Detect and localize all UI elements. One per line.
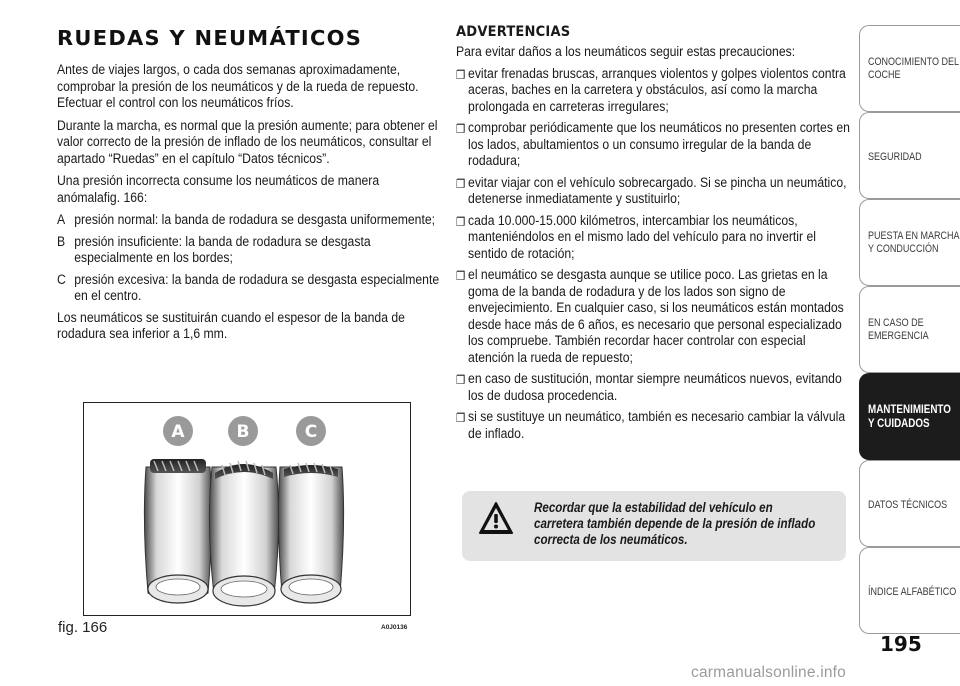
tab-label: PUESTA EN MARCHA Y CONDUCCIÓN xyxy=(868,230,960,255)
section-title: RUEDAS Y NEUMÁTICOS xyxy=(57,26,363,50)
tab-en-caso-de-emergencia[interactable] xyxy=(859,286,960,373)
figure-code: A0J0136 xyxy=(381,624,408,631)
warning-triangle-icon xyxy=(478,501,514,535)
tire-illustration xyxy=(84,403,411,616)
watermark: carmanualsonline.info xyxy=(691,664,846,681)
checkbox-bullet-icon: ❒ xyxy=(456,411,466,425)
bullet-text: cada 10.000-15.000 kilómetros, intercambiar los neumáticos, manteniéndolos en el mismo lado del vehículo para no invertir el sentido de rotación; xyxy=(468,212,816,262)
tab-label: CONOCIMIENTO DEL COCHE xyxy=(868,56,960,81)
warning-box xyxy=(462,491,846,561)
left-column xyxy=(57,26,442,349)
label-c: C xyxy=(304,422,318,442)
tire-b xyxy=(209,461,278,606)
list-letter: A xyxy=(57,212,66,228)
bullet-text: evitar viajar con el vehículo sobrecargado. Si se pincha un neumático, detenerse inmediatamente y sustituirlo; xyxy=(468,174,847,207)
checkbox-bullet-icon: ❒ xyxy=(456,214,466,229)
page-number: 195 xyxy=(880,632,922,656)
tab-seguridad[interactable] xyxy=(859,112,960,199)
bullet-item xyxy=(456,371,850,404)
tire-a xyxy=(144,459,211,603)
tab-label: EN CASO DE EMERGENCIA xyxy=(868,317,929,342)
figure-caption: fig. 166 xyxy=(58,619,108,636)
bullet-item xyxy=(456,213,850,263)
tab-label: ÍNDICE ALFABÉTICO xyxy=(868,586,957,598)
label-circle-a xyxy=(163,416,193,446)
tab-puesta-en-marcha[interactable] xyxy=(859,199,960,286)
tire-c xyxy=(278,463,343,603)
warning-text: Recordar que la estabilidad del vehículo en carretera también depende de la presión de inflado correcta de los neumáticos. xyxy=(534,500,816,547)
bullet-item xyxy=(456,267,850,366)
checkbox-bullet-icon: ❒ xyxy=(456,373,466,387)
bullet-item xyxy=(456,409,850,442)
tab-label: DATOS TÉCNICOS xyxy=(868,499,948,511)
bullet-text: comprobar periódicamente que los neumáticos no presenten cortes en los lados, abultamientos o un consumo irregular de la banda de rodadura; xyxy=(468,120,850,169)
checkbox-bullet-icon: ❒ xyxy=(456,176,466,191)
bullet-text: si se sustituye un neumático, también es necesario cambiar la válvula de inflado. xyxy=(468,409,846,442)
tab-mantenimiento-y-cuidados[interactable] xyxy=(859,373,960,460)
list-letter: C xyxy=(57,271,66,288)
label-circle-c xyxy=(296,416,326,446)
paragraph-1: Antes de viajes largos, o cada dos semanas aproximadamente, comprobar la presión de los neumáticos y de la rueda de repuesto. Efectuar el control con los neumáticos fríos. xyxy=(57,62,419,111)
paragraph-4: Los neumáticos se sustituirán cuando el espesor de la banda de rodadura sea inferior a 1,6 mm. xyxy=(57,309,405,342)
label-b: B xyxy=(236,422,250,442)
label-a: A xyxy=(171,422,185,442)
tab-label: SEGURIDAD xyxy=(868,151,922,163)
tire-wear-figure xyxy=(83,402,411,616)
list-letter: B xyxy=(57,233,66,250)
paragraph-2: Durante la marcha, es normal que la presión aumente; para obtener el valor correcto de la presión de inflado de los neumáticos, consultar el apartado “Ruedas” en el capítulo “Datos técnicos”. xyxy=(57,117,438,167)
checkbox-bullet-icon: ❒ xyxy=(456,269,466,283)
warnings-intro: Para evitar daños a los neumáticos seguir estas precauciones: xyxy=(456,44,796,60)
checkbox-bullet-icon: ❒ xyxy=(456,122,466,136)
bullet-text: el neumático se desgasta aunque se utilice poco. Las grietas en la goma de la banda de rodadura y de los lados son signo de envejecimiento. En cualquier caso, si los neumáticos están montados desde hace más de 6 años, es necesario que personal especializado los compruebe. También recordar hacer controlar con especial atención la rueda de repuesto; xyxy=(468,267,844,366)
bullet-text: evitar frenadas bruscas, arranques violentos y golpes violentos contra aceras, baches en la carretera y obstáculos, así como la marcha prolongada en carreteras irregulares; xyxy=(468,65,846,115)
bullet-item xyxy=(456,120,850,170)
label-circle-b xyxy=(228,416,258,446)
list-text: presión insuficiente: la banda de rodadura se desgasta especialmente en los bordes; xyxy=(74,233,371,266)
bullet-item xyxy=(456,66,850,116)
chapter-tabs xyxy=(859,25,960,634)
tab-conocimiento-del-coche[interactable] xyxy=(859,25,960,112)
tab-datos-tecnicos[interactable] xyxy=(859,460,960,547)
bullet-item xyxy=(456,175,850,208)
right-column xyxy=(456,24,851,447)
checkbox-bullet-icon: ❒ xyxy=(456,67,466,82)
list-item-a xyxy=(57,212,441,229)
list-item-c xyxy=(57,272,441,305)
paragraph-3: Una presión incorrecta consume los neumáticos de manera anómalafig. 166: xyxy=(57,173,380,206)
list-text: presión normal: la banda de rodadura se desgasta uniformemente; xyxy=(74,212,436,228)
list-item-b xyxy=(57,234,441,267)
list-text: presión excesiva: la banda de rodadura se desgasta especialmente en el centro. xyxy=(74,271,440,304)
warnings-title: ADVERTENCIAS xyxy=(456,24,571,40)
tab-label: MANTENIMIENTO Y CUIDADOS xyxy=(868,402,951,430)
bullet-text: en caso de sustitución, montar siempre neumáticos nuevos, evitando los de dudosa procedencia. xyxy=(468,371,842,404)
tab-indice-alfabetico[interactable] xyxy=(859,547,960,634)
